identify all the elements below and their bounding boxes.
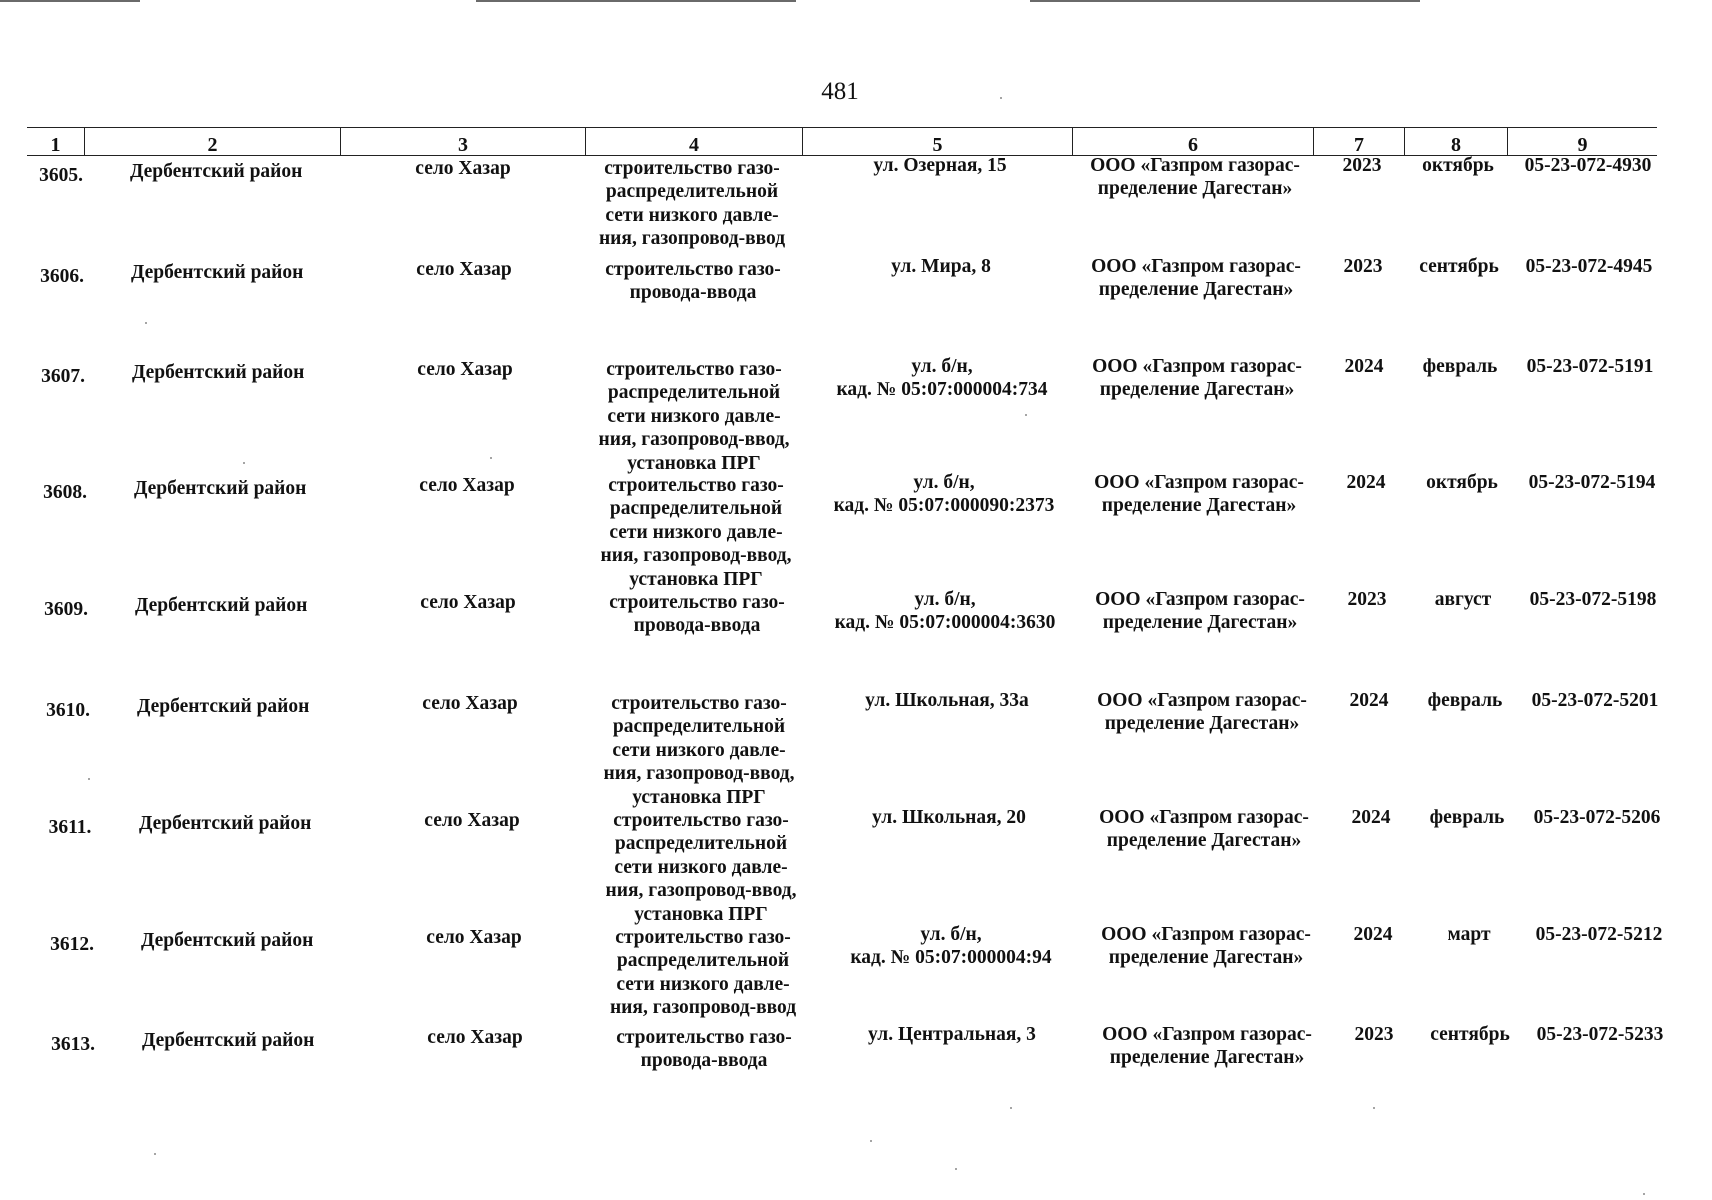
scan-speck xyxy=(490,457,492,459)
column-header-6: 6 xyxy=(1072,128,1313,155)
column-header-5: 5 xyxy=(802,128,1072,155)
cell-address xyxy=(802,355,1082,402)
cell-line: ул. б/н, xyxy=(920,924,982,945)
cell-line: февраль xyxy=(1429,807,1505,828)
cell-line: сети низкого давле- xyxy=(607,405,781,427)
column-header-8: 8 xyxy=(1404,128,1507,155)
column-header-1: 1 xyxy=(50,134,61,156)
cell-line: пределение Дагестан» xyxy=(1109,1047,1305,1069)
cell-district xyxy=(135,594,307,617)
cell-code xyxy=(1460,1023,1712,1046)
cell-line: ния, газопровод-ввод, xyxy=(598,429,790,451)
cell-line: строительство газо- xyxy=(608,475,784,496)
cell-line: село Хазар xyxy=(427,1027,523,1048)
cell-line: 2023 xyxy=(1354,1024,1394,1045)
cell-address xyxy=(801,255,1081,278)
cell-line: кад. № 05:07:000004:94 xyxy=(850,947,1052,969)
cell-line: февраль xyxy=(1422,356,1498,377)
cell-line: Дербентский район xyxy=(139,813,312,834)
cell-line: село Хазар xyxy=(416,259,512,280)
cell-line: 05-23-072-4930 xyxy=(1524,155,1652,176)
cell-line: ООО «Газпром газорас- xyxy=(1101,924,1311,945)
cell-line: 2023 xyxy=(1347,589,1387,610)
scan-speck xyxy=(870,1140,872,1142)
cell-line: установка ПРГ xyxy=(634,903,768,925)
cell-line: ООО «Газпром газорас- xyxy=(1099,807,1309,828)
cell-line: село Хазар xyxy=(419,475,515,496)
cell-line: ул. Школьная, 20 xyxy=(872,807,1026,828)
cell-line: село Хазар xyxy=(417,359,513,380)
cell-line: пределение Дагестан» xyxy=(1102,612,1298,634)
cell-line: март xyxy=(1447,924,1491,945)
cell-line: 05-23-072-5191 xyxy=(1526,356,1654,377)
scan-edge-line xyxy=(1030,0,1420,2)
cell-district xyxy=(131,261,303,284)
cell-line: распределительной xyxy=(614,833,788,855)
cell-line: село Хазар xyxy=(415,158,511,179)
cell-line: село Хазар xyxy=(424,810,520,831)
scan-speck xyxy=(154,1153,156,1155)
cell-line: сети низкого давле- xyxy=(614,856,788,878)
cell-line: ния, газопровод-ввод xyxy=(609,997,797,1019)
scan-speck xyxy=(145,322,147,324)
cell-code xyxy=(1453,588,1712,611)
column-header-9: 9 xyxy=(1507,128,1657,155)
cell-district xyxy=(130,160,302,183)
cell-line: Дербентский район xyxy=(142,1030,315,1051)
cell-line: село Хазар xyxy=(420,592,516,613)
scan-speck xyxy=(243,462,245,464)
cell-line: строительство газо- xyxy=(605,259,781,280)
cell-line: строительство газо- xyxy=(616,1027,792,1048)
cell-line: Дербентский район xyxy=(132,362,305,383)
cell-district xyxy=(141,929,313,952)
cell-work xyxy=(552,157,832,251)
column-header-2: 2 xyxy=(84,128,340,155)
cell-line: пределение Дагестан» xyxy=(1104,713,1300,735)
cell-address xyxy=(812,1023,1092,1046)
cell-line: строительство газо- xyxy=(604,158,780,179)
cell-line: Дербентский район xyxy=(137,696,310,717)
cell-line: распределительной xyxy=(616,950,790,972)
scan-speck xyxy=(1643,1193,1645,1195)
cell-line: 05-23-072-4945 xyxy=(1525,256,1653,277)
cell-line: строительство газо- xyxy=(609,592,785,613)
cell-line: 3613. xyxy=(51,1034,95,1055)
cell-line: 05-23-072-5233 xyxy=(1536,1024,1664,1045)
cell-line: распределительной xyxy=(609,498,783,520)
cell-work xyxy=(554,358,834,475)
cell-line: 2024 xyxy=(1351,807,1391,828)
scan-edge-line xyxy=(476,0,796,2)
cell-code xyxy=(1449,255,1712,278)
cell-line: ул. Озерная, 15 xyxy=(873,155,1007,176)
column-header-7: 7 xyxy=(1313,128,1404,155)
cell-line: ООО «Газпром газорас- xyxy=(1090,155,1300,176)
scan-speck xyxy=(1373,1107,1375,1109)
cell-line: ООО «Газпром газорас- xyxy=(1095,589,1305,610)
cell-line: ООО «Газпром газорас- xyxy=(1094,472,1304,493)
cell-line: февраль xyxy=(1427,690,1503,711)
cell-line: распределительной xyxy=(612,716,786,738)
scan-speck xyxy=(1025,414,1027,416)
cell-line: 2024 xyxy=(1353,924,1393,945)
cell-district xyxy=(132,361,304,384)
cell-code xyxy=(1457,806,1712,829)
cell-work xyxy=(559,692,839,809)
cell-line: ООО «Газпром газорас- xyxy=(1102,1024,1312,1045)
cell-line: 05-23-072-5198 xyxy=(1529,589,1657,610)
cell-line: 05-23-072-5212 xyxy=(1535,924,1663,945)
cell-line: сети низкого давле- xyxy=(609,521,783,543)
cell-line: октябрь xyxy=(1426,472,1498,493)
cell-line: пределение Дагестан» xyxy=(1098,279,1294,301)
cell-code xyxy=(1448,154,1712,177)
cell-line: ул. б/н, xyxy=(911,356,973,377)
cell-line: ООО «Газпром газорас- xyxy=(1092,356,1302,377)
cell-line: Дербентский район xyxy=(131,262,304,283)
cell-work xyxy=(553,258,833,305)
cell-line: ния, газопровод-ввод, xyxy=(600,545,792,567)
cell-address xyxy=(805,588,1085,635)
cell-line: распределительной xyxy=(605,181,779,203)
cell-line: сети низкого давле- xyxy=(616,973,790,995)
cell-line: 3608. xyxy=(43,482,87,503)
cell-line: Дербентский район xyxy=(141,930,314,951)
cell-work xyxy=(561,809,841,926)
cell-district xyxy=(142,1029,314,1052)
cell-code xyxy=(1450,355,1712,378)
cell-line: провода-ввода xyxy=(629,282,757,304)
cell-line: строительство газо- xyxy=(615,927,791,948)
cell-line: ул. Школьная, 33а xyxy=(865,690,1029,711)
cell-work xyxy=(557,591,837,638)
cell-line: 3609. xyxy=(44,599,88,620)
table-header xyxy=(27,127,1657,156)
cell-line: кад. № 05:07:000004:3630 xyxy=(834,612,1056,634)
cell-work xyxy=(563,926,843,1020)
cell-line: провода-ввода xyxy=(633,615,761,637)
cell-line: пределение Дагестан» xyxy=(1106,830,1302,852)
cell-line: ул. Мира, 8 xyxy=(891,256,991,277)
cell-line: ул. б/н, xyxy=(913,472,975,493)
column-header-4: 4 xyxy=(585,128,802,155)
cell-address xyxy=(811,923,1091,970)
cell-line: 3610. xyxy=(46,700,90,721)
cell-line: 3605. xyxy=(39,165,83,186)
cell-line: Дербентский район xyxy=(135,595,308,616)
cell-line: село Хазар xyxy=(426,927,522,948)
cell-line: 05-23-072-5194 xyxy=(1528,472,1656,493)
cell-district xyxy=(134,477,306,500)
cell-address xyxy=(804,471,1084,518)
cell-line: строительство газо- xyxy=(613,810,789,831)
cell-district xyxy=(137,695,309,718)
scan-speck xyxy=(955,1168,957,1170)
cell-line: ООО «Газпром газорас- xyxy=(1097,690,1307,711)
cell-line: ООО «Газпром газорас- xyxy=(1091,256,1301,277)
cell-address xyxy=(800,154,1080,177)
cell-line: 2024 xyxy=(1349,690,1389,711)
cell-work xyxy=(556,474,836,591)
cell-line: 3612. xyxy=(50,934,94,955)
column-header-3: 3 xyxy=(340,128,585,155)
cell-line: сентябрь xyxy=(1430,1024,1510,1045)
cell-line: кад. № 05:07:000004:734 xyxy=(836,379,1048,401)
cell-line: пределение Дагестан» xyxy=(1108,947,1304,969)
page-number: 481 xyxy=(821,78,859,105)
cell-line: 3611. xyxy=(48,817,92,838)
scan-speck xyxy=(1010,1107,1012,1109)
cell-line: Дербентский район xyxy=(130,161,303,182)
cell-line: ния, газопровод-ввод, xyxy=(603,763,795,785)
cell-line: пределение Дагестан» xyxy=(1097,178,1293,200)
cell-line: пределение Дагестан» xyxy=(1101,495,1297,517)
cell-address xyxy=(807,689,1087,712)
cell-code xyxy=(1452,471,1712,494)
cell-line: кад. № 05:07:000090:2373 xyxy=(833,495,1055,517)
cell-address xyxy=(809,806,1089,829)
cell-line: ния, газопровод-ввод xyxy=(598,228,786,250)
cell-line: 2023 xyxy=(1342,155,1382,176)
cell-line: установка ПРГ xyxy=(632,786,766,808)
cell-line: август xyxy=(1434,589,1492,610)
cell-line: распределительной xyxy=(607,382,781,404)
cell-code xyxy=(1459,923,1712,946)
cell-line: установка ПРГ xyxy=(629,568,763,590)
cell-line: 2024 xyxy=(1344,356,1384,377)
scan-speck xyxy=(88,778,90,780)
cell-line: 2024 xyxy=(1346,472,1386,493)
cell-line: сети низкого давле- xyxy=(605,204,779,226)
cell-line: ул. Центральная, 3 xyxy=(868,1024,1036,1045)
cell-work xyxy=(564,1026,844,1073)
cell-line: пределение Дагестан» xyxy=(1099,379,1295,401)
cell-line: ния, газопровод-ввод, xyxy=(605,880,797,902)
cell-line: ул. б/н, xyxy=(914,589,976,610)
cell-line: сентябрь xyxy=(1419,256,1499,277)
cell-line: 3606. xyxy=(40,266,84,287)
cell-line: установка ПРГ xyxy=(627,452,761,474)
cell-line: 05-23-072-5201 xyxy=(1531,690,1659,711)
cell-line: село Хазар xyxy=(422,693,518,714)
cell-line: 05-23-072-5206 xyxy=(1533,807,1661,828)
cell-line: сети низкого давле- xyxy=(612,739,786,761)
cell-line: 3607. xyxy=(41,366,85,387)
cell-line: октябрь xyxy=(1422,155,1494,176)
cell-line: Дербентский район xyxy=(134,478,307,499)
cell-code xyxy=(1455,689,1712,712)
cell-line: провода-ввода xyxy=(640,1050,768,1072)
cell-district xyxy=(139,812,311,835)
cell-line: строительство газо- xyxy=(611,693,787,714)
cell-line: 2023 xyxy=(1343,256,1383,277)
scan-edge-line xyxy=(0,0,140,2)
cell-line: строительство газо- xyxy=(606,359,782,380)
